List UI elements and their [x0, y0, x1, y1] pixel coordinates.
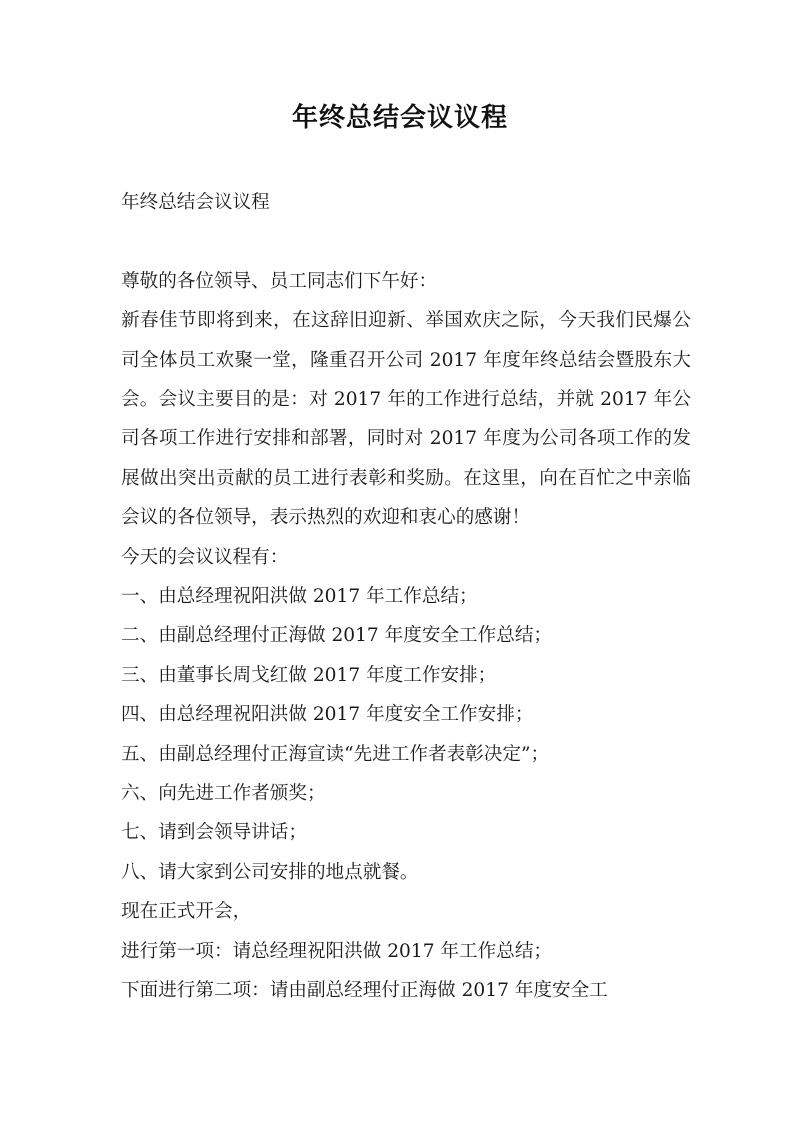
agenda-item: 八、请大家到公司安排的地点就餐。	[121, 861, 419, 883]
agenda-item: 六、向先进工作者颁奖；	[121, 783, 326, 805]
agenda-item: 三、由董事长周戈红做 2017 年度工作安排；	[121, 664, 497, 686]
step-two-line: 下面进行第二项：请由副总经理付正海做 2017 年度安全工	[121, 980, 608, 1002]
agenda-item: 四、由总经理祝阳洪做 2017 年度安全工作安排；	[121, 704, 534, 726]
step-one-line: 进行第一项：请总经理祝阳洪做 2017 年工作总结；	[121, 940, 553, 962]
opening-line: 现在正式开会，	[121, 901, 252, 923]
agenda-item: 七、请到会领导讲话；	[121, 822, 307, 844]
blank-line	[121, 222, 691, 261]
agenda-heading: 今天的会议议程有：	[121, 546, 289, 568]
agenda-item: 五、由副总经理付正海宣读“先进工作者表彰决定”；	[121, 743, 550, 765]
agenda-item: 二、由副总经理付正海做 2017 年度安全工作总结；	[121, 625, 553, 647]
agenda-item: 一、由总经理祝阳洪做 2017 年工作总结；	[121, 586, 478, 608]
subtitle-line: 年终总结会议议程	[121, 192, 270, 213]
intro-paragraph: 新春佳节即将到来，在这辞旧迎新、举国欢庆之际，今天我们民爆公司全体员工欢聚一堂，隆重召开公司 2017 年度年终总结会暨股东大会。会议主要目的是：对 2017 年的工作进行总结，并就 2017 年公司各项工作进行安排和部署，同时对 2017 年度为公司各项工作的发展做出突出贡献的员工进行表彰和奖励。在这里，向在百忙之中亲临会议的各位领导，表示热烈的欢迎和衷心的感谢！	[121, 310, 691, 529]
greeting-line: 尊敬的各位领导、员工同志们下午好：	[121, 270, 438, 292]
document-title: 年终总结会议议程	[291, 103, 508, 133]
document-body	[121, 183, 691, 1011]
